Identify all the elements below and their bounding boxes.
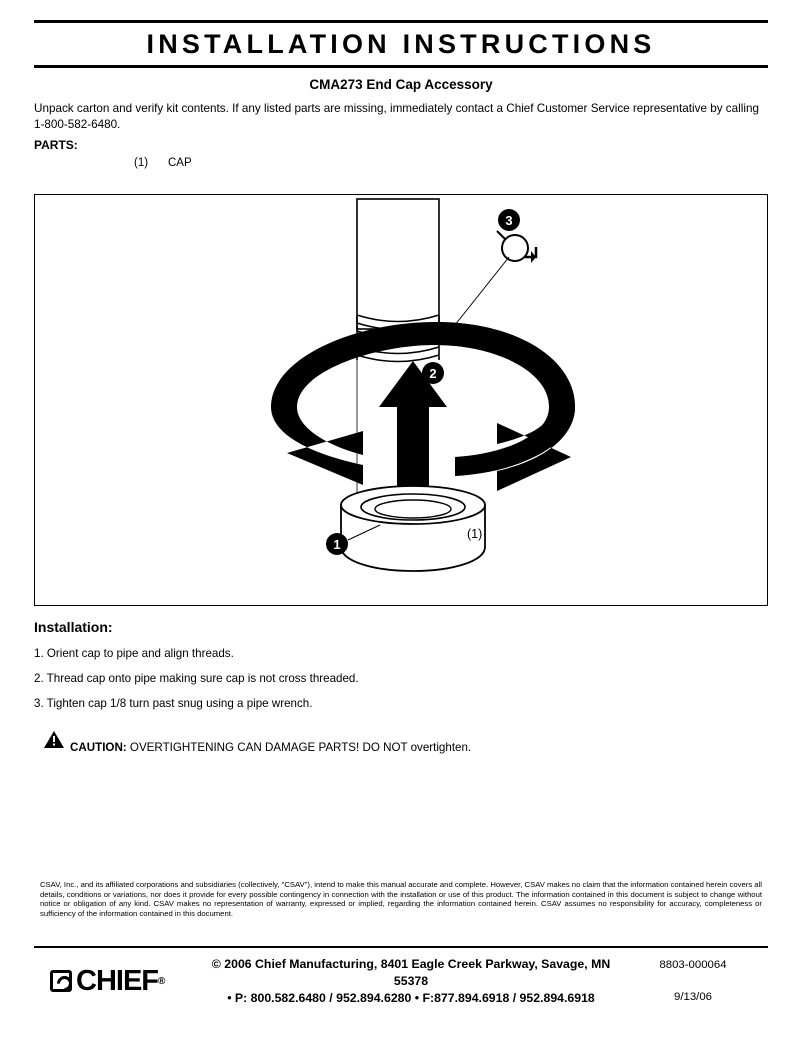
footer-doc-info [618,954,768,1008]
part-name: CAP [168,157,192,169]
installation-step: 1. Orient cap to pipe and align threads. [34,647,234,660]
caution-label: CAUTION: [70,741,127,754]
footer-company-info [204,956,618,1007]
list-item [134,154,768,172]
installation-step: 2. Thread cap onto pipe making sure cap is not cross threaded. [34,672,359,685]
footer-phones: • P: 800.582.6480 / 952.894.6280 • F:877.894.6918 / 952.894.6918 [227,990,595,1005]
callout-3-label: 3 [505,213,513,228]
legal-disclaimer: CSAV, Inc., and its affiliated corporations and subsidiaries (collectively, "CSAV"), intend to make this manual accurate and complete. However, CSAV makes no claim that the information contained herein covers all details, conditions or variations, nor does it provide for every possible contingency in connection with the installation or use of this product. The information contained in this document is subject to change without notice or obligation of any kind. CSAV makes no representation of warranty, expressed or implied, regarding the information contained herein. CSAV assumes no responsibility for accuracy, completeness or sufficiency of the information contained in this document. [40,880,762,918]
document-number: 8803-000064 [659,959,727,971]
parts-label: PARTS: [34,138,78,152]
callout-1-label: 1 [333,537,341,552]
cap-graphic [341,486,485,571]
figure-part-label: (1) [467,527,483,541]
page-footer [34,946,768,1016]
part-quantity: (1) [134,157,149,169]
assembly-diagram [34,194,768,606]
diagram-svg [35,195,767,603]
caution-notice [34,730,768,754]
callout-3-leader [447,257,509,335]
document-date: 9/13/06 [673,991,712,1003]
callout-3 [498,209,520,231]
pipe-wrench-icon [497,231,536,263]
registered-trademark-icon: ® [158,975,166,987]
installation-heading: Installation: [34,619,113,635]
footer-copyright: © 2006 Chief Manufacturing, 8401 Eagle Creek Parkway, Savage, MN 55378 [211,956,611,988]
installation-step: 3. Tighten cap 1/8 turn past snug using a pipe wrench. [34,697,313,710]
callout-2 [422,362,444,384]
chief-logo [34,965,204,998]
page-title: INSTALLATION INSTRUCTIONS [146,29,656,59]
title-bottom-rule [34,65,768,68]
caution-text [70,730,471,754]
caution-body: OVERTIGHTENING CAN DAMAGE PARTS! DO NOT overtighten. [129,741,472,754]
product-subtitle: CMA273 End Cap Accessory [309,77,493,92]
intro-paragraph: Unpack carton and verify kit contents. If any listed parts are missing, immediately contact a Chief Customer Service representative by calling 1-800-582-6480. [34,102,759,131]
parts-list [134,154,768,172]
warning-triangle-icon [44,731,66,753]
chief-logo-text: CHIEF [76,964,158,997]
callout-2-label: 2 [429,366,437,381]
chief-logo-icon [50,970,72,992]
